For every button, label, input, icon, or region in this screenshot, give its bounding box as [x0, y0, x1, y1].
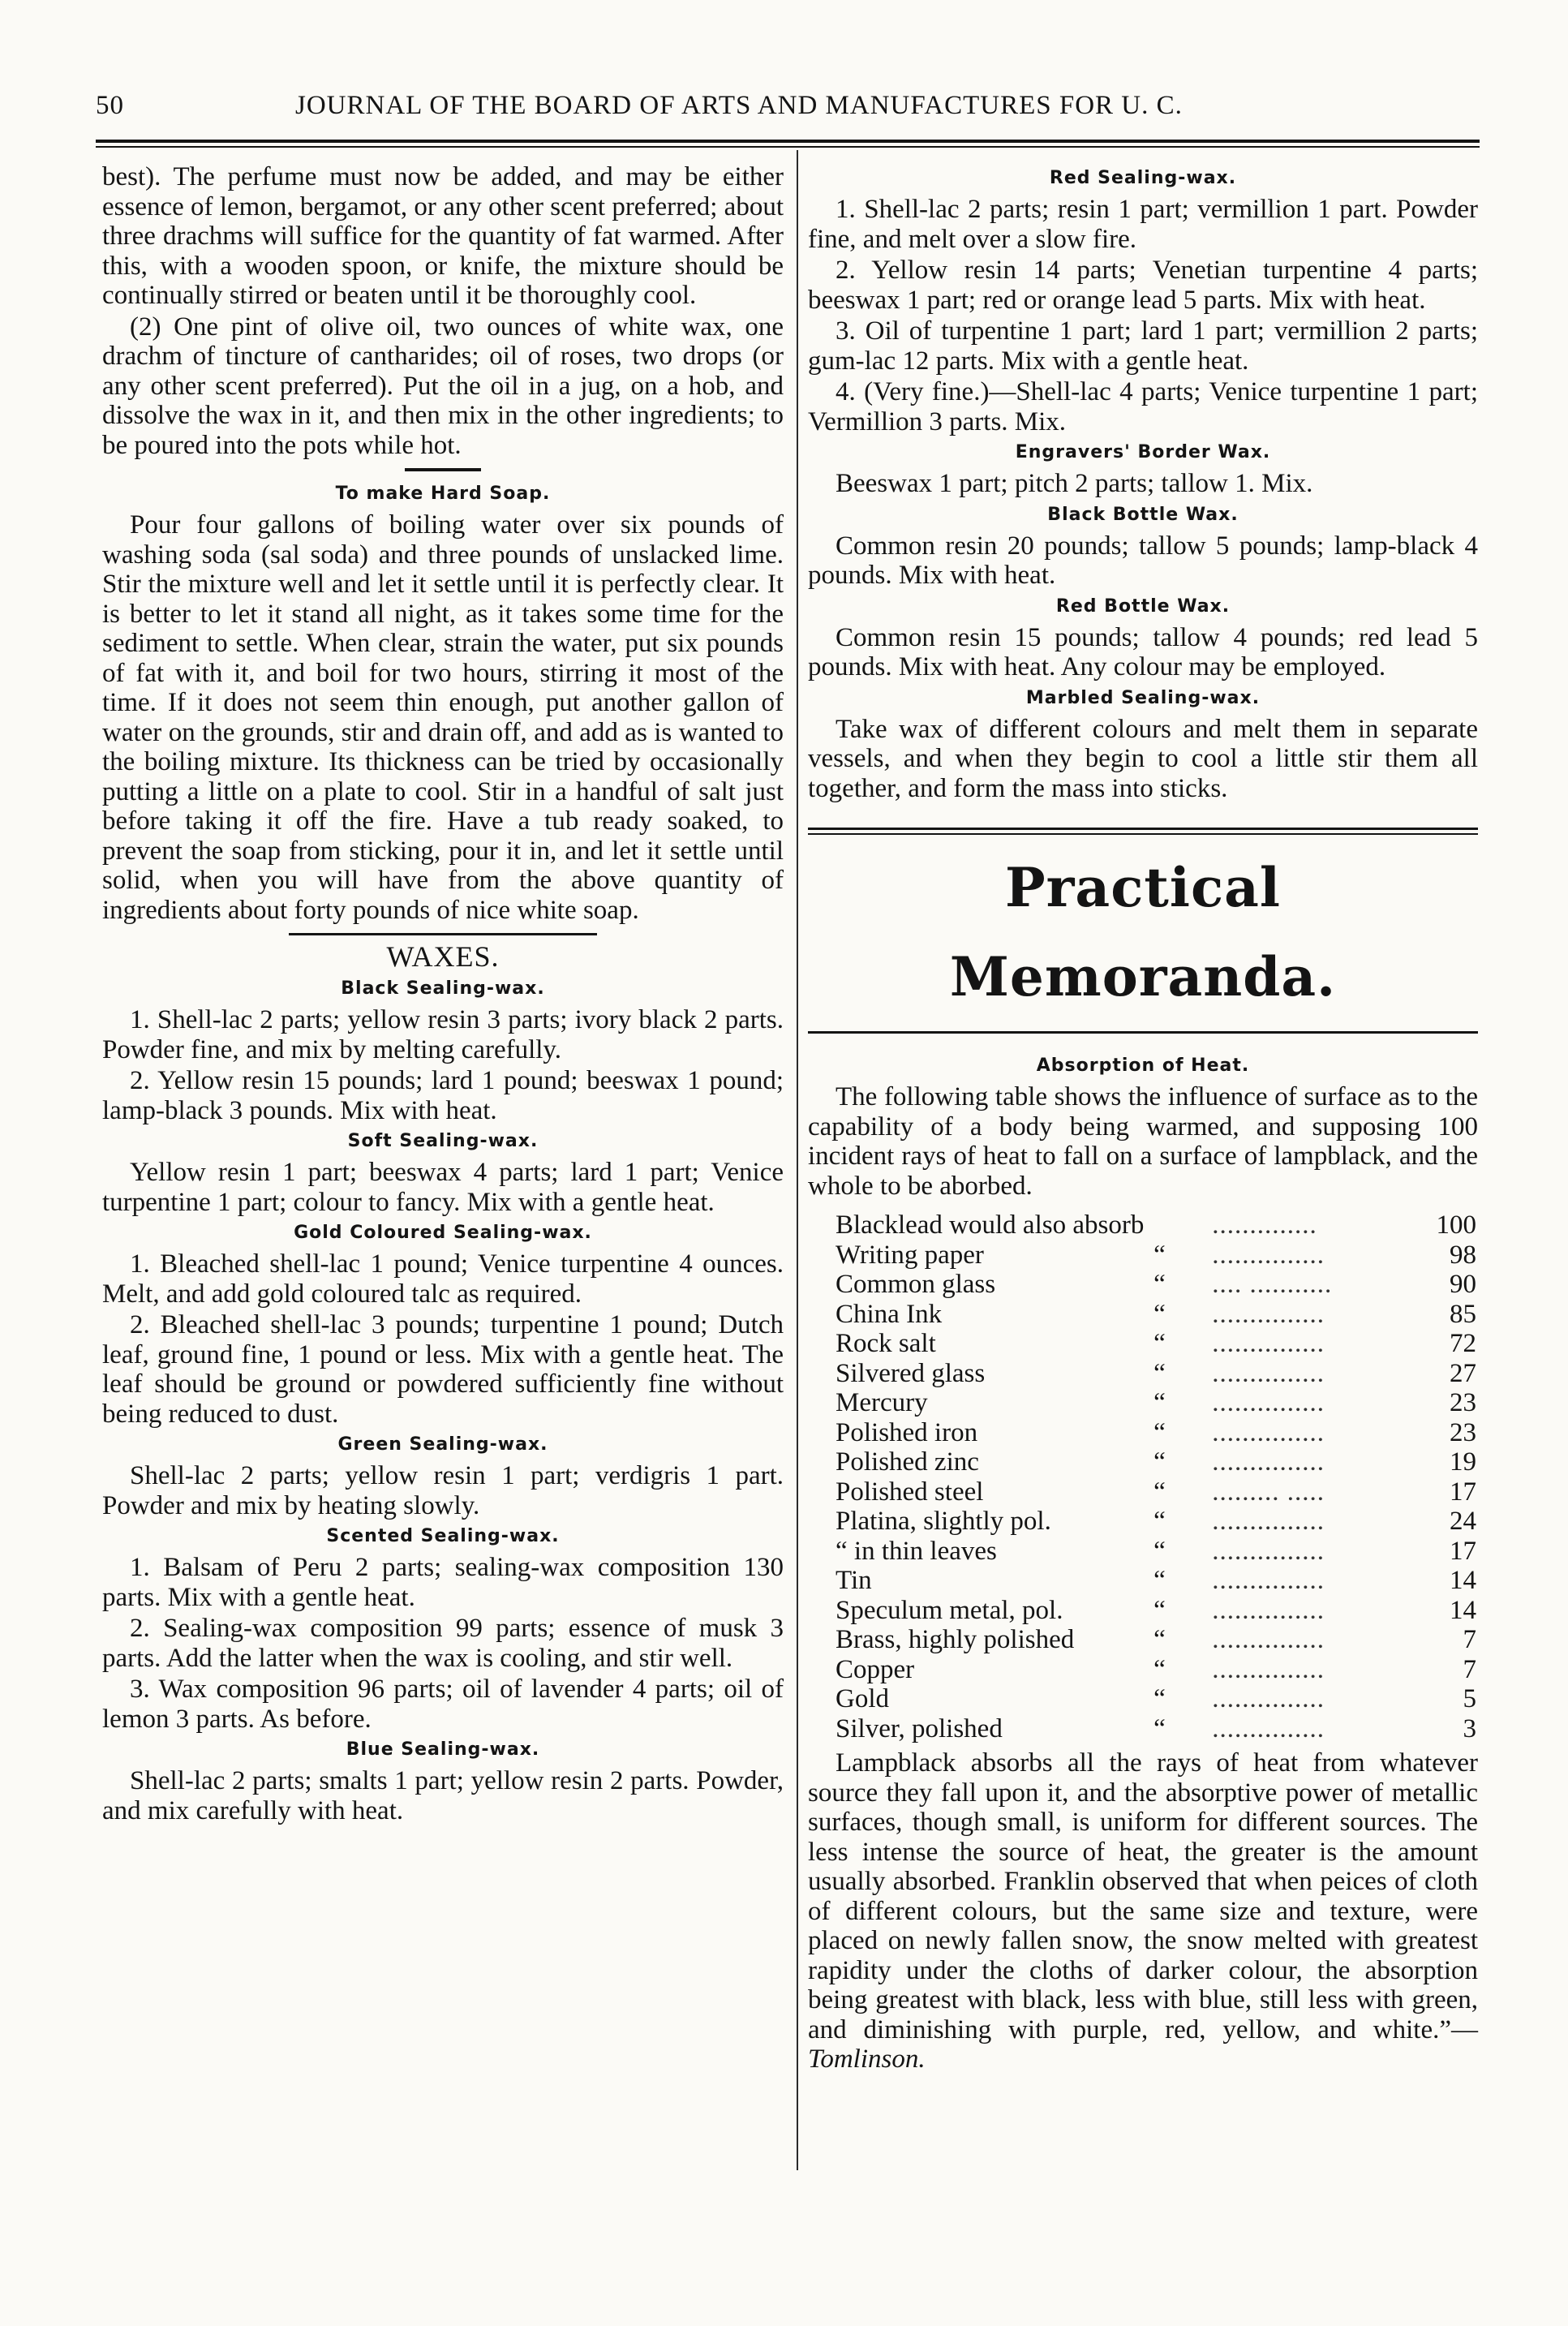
material-cell: Platina, slightly pol. — [836, 1507, 1051, 1536]
value-cell: 7 — [1463, 1625, 1476, 1654]
leader-dots: ............... — [1212, 1329, 1325, 1358]
leader-dots: ............... — [1212, 1595, 1325, 1625]
leader-dots: ............... — [1212, 1240, 1325, 1270]
blue-sealing-wax-recipe: Shell-lac 2 parts; smalts 1 part; yellow resin 2 parts. Powder, and mix carefully with heat. — [102, 1766, 784, 1825]
absorption-paragraph — [808, 1748, 1478, 2074]
waxes-heading: WAXES. — [386, 940, 500, 973]
ditto-mark: “ — [1153, 1477, 1166, 1507]
leader-dots: ............... — [1212, 1299, 1325, 1329]
material-cell: Brass, highly polished — [836, 1625, 1075, 1654]
leader-dots: ............... — [1212, 1713, 1325, 1743]
material-cell: Polished zinc — [836, 1447, 979, 1477]
leader-dots: ............... — [1212, 1358, 1325, 1388]
value-cell: 24 — [1450, 1507, 1476, 1536]
section-rule — [289, 933, 597, 935]
table-row — [836, 1566, 1476, 1596]
soft-sealing-wax-heading: Soft Sealing-wax. — [347, 1131, 539, 1151]
header-rule-thin — [96, 146, 1480, 148]
material-cell: Speculum metal, pol. — [836, 1595, 1063, 1625]
table-row — [836, 1655, 1476, 1685]
value-cell: 14 — [1450, 1595, 1476, 1625]
black-sealing-wax-recipe-2: 2. Yellow resin 15 pounds; lard 1 pound; beeswax 1 pound; lamp-black 3 pounds. Mix with heat. — [102, 1066, 784, 1125]
blue-sealing-wax-heading: Blue Sealing-wax. — [346, 1739, 540, 1760]
material-cell: Rock salt — [836, 1329, 936, 1358]
table-row — [836, 1684, 1476, 1714]
ditto-mark: “ — [1153, 1358, 1166, 1388]
material-cell: Mercury — [836, 1388, 928, 1417]
table-row — [836, 1447, 1476, 1477]
gold-sealing-wax-recipe-1: 1. Bleached shell-lac 1 pound; Venice turpentine 4 ounces. Melt, and add gold coloured talc as required. — [102, 1249, 784, 1309]
material-cell: Polished steel — [836, 1477, 984, 1507]
material-cell: China Ink — [836, 1299, 943, 1329]
material-cell: Copper — [836, 1654, 915, 1684]
scented-sealing-wax-heading: Scented Sealing-wax. — [326, 1526, 560, 1546]
practical-memoranda-title: Practical Memoranda. — [949, 856, 1337, 1008]
ditto-mark: “ — [1153, 1713, 1166, 1743]
leader-dots: ............... — [1212, 1507, 1325, 1536]
value-cell: 23 — [1450, 1388, 1476, 1417]
table-row — [836, 1477, 1476, 1507]
scented-sealing-wax-recipe-3: 3. Wax composition 96 parts; oil of lavender 4 parts; oil of lemon 3 parts. As before. — [102, 1675, 784, 1734]
ditto-mark: “ — [1153, 1240, 1166, 1270]
journal-title: JOURNAL OF THE BOARD OF ARTS AND MANUFACTURES FOR U. C. — [295, 91, 1183, 120]
ditto-mark: “ — [1153, 1595, 1166, 1625]
table-row — [836, 1388, 1476, 1418]
leader-dots: ............... — [1212, 1447, 1325, 1477]
red-sealing-wax-recipe-3: 3. Oil of turpentine 1 part; lard 1 part; vermillion 2 parts; gum-lac 12 parts. Mix with a gentle heat. — [808, 316, 1478, 376]
hard-soap-paragraph: Pour four gallons of boiling water over six pounds of washing soda (sal soda) and three pounds of unslacked lime. Stir the mixture well and let it settle until it is perfectly clear. It is better to let it stand all night, as it takes some time for the sediment to settle. When clear, strain the water, put six pounds of fat with it, and boil for two hours, stirring it most of the time. If it does not seem thin enough, put another gallon of water on the grounds, stir and drain off, and add as is wanted to the boiling mixture. Its thickness can be tried by occasionally putting a little on a plate to cool. Stir in a handful of salt just before taking it off the fire. Have a tub ready soaked, to prevent the soap from sticking, pour it in, and let it settle until solid, when you will have from the above quantity of ingredients about forty pounds of nice white soap. — [102, 510, 784, 925]
engravers-wax-heading: Engravers' Border Wax. — [1015, 442, 1271, 462]
table-row — [836, 1240, 1476, 1270]
ditto-mark: “ — [1153, 1566, 1166, 1595]
leader-dots: .............. — [1212, 1210, 1317, 1240]
value-cell: 85 — [1450, 1299, 1476, 1329]
ditto-mark: “ — [1153, 1684, 1166, 1713]
table-row — [836, 1418, 1476, 1448]
ditto-mark: “ — [1153, 1299, 1166, 1329]
table-row — [836, 1507, 1476, 1537]
red-sealing-wax-recipe-4: 4. (Very fine.)—Shell-lac 4 parts; Venice turpentine 1 part; Vermillion 3 parts. Mix. — [808, 377, 1478, 436]
value-cell: 23 — [1450, 1417, 1476, 1447]
red-sealing-wax-recipe-2: 2. Yellow resin 14 parts; Venetian turpentine 4 parts; beeswax 1 part; red or orange lead 5 parts. Mix with heat. — [808, 256, 1478, 315]
table-row — [836, 1714, 1476, 1744]
ditto-mark: “ — [1153, 1654, 1166, 1684]
green-sealing-wax-heading: Green Sealing-wax. — [337, 1434, 548, 1455]
black-sealing-wax-heading: Black Sealing-wax. — [341, 978, 545, 999]
section-double-rule-top — [808, 828, 1478, 830]
material-cell: Silvered glass — [836, 1358, 986, 1388]
soft-sealing-wax-recipe: Yellow resin 1 part; beeswax 4 parts; lard 1 part; Venice turpentine 1 part; colour to fancy. Mix with a gentle heat. — [102, 1158, 784, 1217]
leader-dots: ......... ..... — [1212, 1477, 1325, 1507]
material-cell: Gold — [836, 1684, 889, 1713]
header-rule-thick — [96, 140, 1480, 143]
leader-dots: ............... — [1212, 1536, 1325, 1566]
marbled-sealing-wax-heading: Marbled Sealing-wax. — [1025, 687, 1261, 708]
red-bottle-wax-heading: Red Bottle Wax. — [1055, 595, 1231, 617]
table-row — [836, 1537, 1476, 1567]
red-sealing-wax-recipe-1: 1. Shell-lac 2 parts; resin 1 part; vermillion 1 part. Powder fine, and melt over a slow fire. — [808, 195, 1478, 254]
column-divider — [797, 150, 798, 2170]
absorption-table — [836, 1210, 1476, 1743]
section-double-rule-bottom — [808, 833, 1478, 835]
hard-soap-heading: To make Hard Soap. — [335, 484, 551, 504]
ditto-mark: “ — [1153, 1625, 1166, 1654]
leader-dots: .... ........... — [1212, 1270, 1333, 1299]
green-sealing-wax-recipe: Shell-lac 2 parts; yellow resin 1 part; verdigris 1 part. Powder and mix by heating slowly. — [102, 1461, 784, 1520]
material-cell: Tin — [836, 1566, 872, 1595]
leader-dots: ............... — [1212, 1417, 1325, 1447]
left-column — [102, 162, 784, 1827]
value-cell: 7 — [1463, 1654, 1476, 1684]
ditto-mark: “ — [1153, 1536, 1166, 1566]
scented-sealing-wax-recipe-1: 1. Balsam of Peru 2 parts; sealing-wax composition 130 parts. Mix with a gentle heat. — [102, 1553, 784, 1612]
perfume-paragraph: best). The perfume must now be added, and may be either essence of lemon, bergamot, or any other scent preferred; about three drachms will suffice for the quantity of fat warmed. After this, with a wooden spoon, or knife, the mixture should be continually stirred or beaten until it be thoroughly cool. — [102, 162, 784, 310]
black-sealing-wax-recipe-1: 1. Shell-lac 2 parts; yellow resin 3 parts; ivory black 2 parts. Powder fine, and mix by melting carefully. — [102, 1005, 784, 1064]
absorption-of-heat-heading: Absorption of Heat. — [1036, 1056, 1250, 1076]
material-cell: “ in thin leaves — [836, 1536, 997, 1566]
ditto-mark: “ — [1153, 1329, 1166, 1358]
table-row — [836, 1300, 1476, 1330]
engravers-wax-recipe: Beeswax 1 part; pitch 2 parts; tallow 1. Mix. — [836, 469, 1313, 498]
red-bottle-wax-recipe: Common resin 15 pounds; tallow 4 pounds; red lead 5 pounds. Mix with heat. Any colour may be employed. — [808, 622, 1478, 681]
section-rule — [405, 468, 481, 471]
value-cell: 90 — [1450, 1270, 1476, 1299]
olive-oil-paragraph: (2) One pint of olive oil, two ounces of white wax, one drachm of tincture of cantharides; oil of roses, two drops (or any other scent preferred). Put the oil in a jug, on a hob, and dissolve the wax in it, and then mix in the other ingredients; to be poured into the pots while hot. — [102, 312, 784, 460]
section-rule — [808, 1031, 1478, 1034]
absorption-text: Lampblack absorbs all the rays of heat from whatever source they fall upon it, and the absorptive power of metallic surfaces, though small, is uniform for different sources. The less intense the source of heat, the greater is the amount usually absorbed. Franklin observed that when peices of cloth of different colours, but the same size and texture, were placed on newly fallen snow, the snow melted with greatest rapidity under the cloths of darker colour, the absorption being greatest with black, less with blue, still less with green, and diminishing with purple, red, yellow, and white.”— — [808, 1748, 1478, 2044]
ditto-mark: “ — [1153, 1417, 1166, 1447]
ditto-mark: “ — [1153, 1270, 1166, 1299]
leader-dots: ............... — [1212, 1684, 1325, 1713]
material-cell: Writing paper — [836, 1240, 984, 1270]
black-bottle-wax-heading: Black Bottle Wax. — [1047, 504, 1239, 525]
material-cell: Common glass — [836, 1270, 996, 1299]
right-column — [808, 162, 1478, 2076]
material-cell: Silver, polished — [836, 1713, 1003, 1743]
ditto-mark — [1153, 1210, 1212, 1240]
black-bottle-wax-recipe: Common resin 20 pounds; tallow 5 pounds; lamp-black 4 pounds. Mix with heat. — [808, 531, 1478, 590]
table-row — [836, 1359, 1476, 1389]
table-row — [836, 1210, 1476, 1240]
table-row — [836, 1625, 1476, 1655]
ditto-mark: “ — [1153, 1388, 1166, 1417]
table-row — [836, 1329, 1476, 1359]
leader-dots: ............... — [1212, 1566, 1325, 1595]
value-cell: 19 — [1450, 1447, 1476, 1477]
leader-dots: ............... — [1212, 1625, 1325, 1654]
ditto-mark: “ — [1153, 1447, 1166, 1477]
value-cell: 27 — [1450, 1358, 1476, 1388]
gold-sealing-wax-recipe-2: 2. Bleached shell-lac 3 pounds; turpentine 1 pound; Dutch leaf, ground fine, 1 pound or less. Mix with a gentle heat. The leaf should be ground or powdered sufficiently fine without being reduced to dust. — [102, 1310, 784, 1429]
value-cell: 98 — [1450, 1240, 1476, 1270]
value-cell: 3 — [1463, 1713, 1476, 1743]
value-cell: 100 — [1436, 1210, 1476, 1240]
running-head — [96, 91, 1475, 133]
marbled-sealing-wax-recipe: Take wax of different colours and melt them in separate vessels, and when they begin to cool a little stir them all together, and form the mass into sticks. — [808, 714, 1478, 803]
ditto-mark: “ — [1153, 1507, 1166, 1536]
material-cell: Polished iron — [836, 1417, 978, 1447]
value-cell: 14 — [1450, 1566, 1476, 1595]
leader-dots: ............... — [1212, 1388, 1325, 1417]
table-row — [836, 1270, 1476, 1300]
value-cell: 17 — [1450, 1477, 1476, 1507]
value-cell: 5 — [1463, 1684, 1476, 1713]
material-cell: Blacklead would also absorb — [836, 1210, 1145, 1240]
table-row — [836, 1596, 1476, 1626]
attribution: Tomlinson. — [808, 2044, 926, 2074]
absorption-intro-paragraph: The following table shows the influence of surface as to the capability of a body being warmed, and supposing 100 incident rays of heat to fall on a surface of lampblack, and the whole to be aborbed. — [808, 1082, 1478, 1201]
gold-sealing-wax-heading: Gold Coloured Sealing-wax. — [294, 1223, 592, 1243]
value-cell: 17 — [1450, 1536, 1476, 1566]
page-number: 50 — [96, 91, 124, 120]
value-cell: 72 — [1450, 1329, 1476, 1358]
scented-sealing-wax-recipe-2: 2. Sealing-wax composition 99 parts; essence of musk 3 parts. Add the latter when the wax is cooling, and stir well. — [102, 1614, 784, 1673]
red-sealing-wax-heading: Red Sealing-wax. — [1049, 168, 1237, 188]
leader-dots: ............... — [1212, 1654, 1325, 1684]
